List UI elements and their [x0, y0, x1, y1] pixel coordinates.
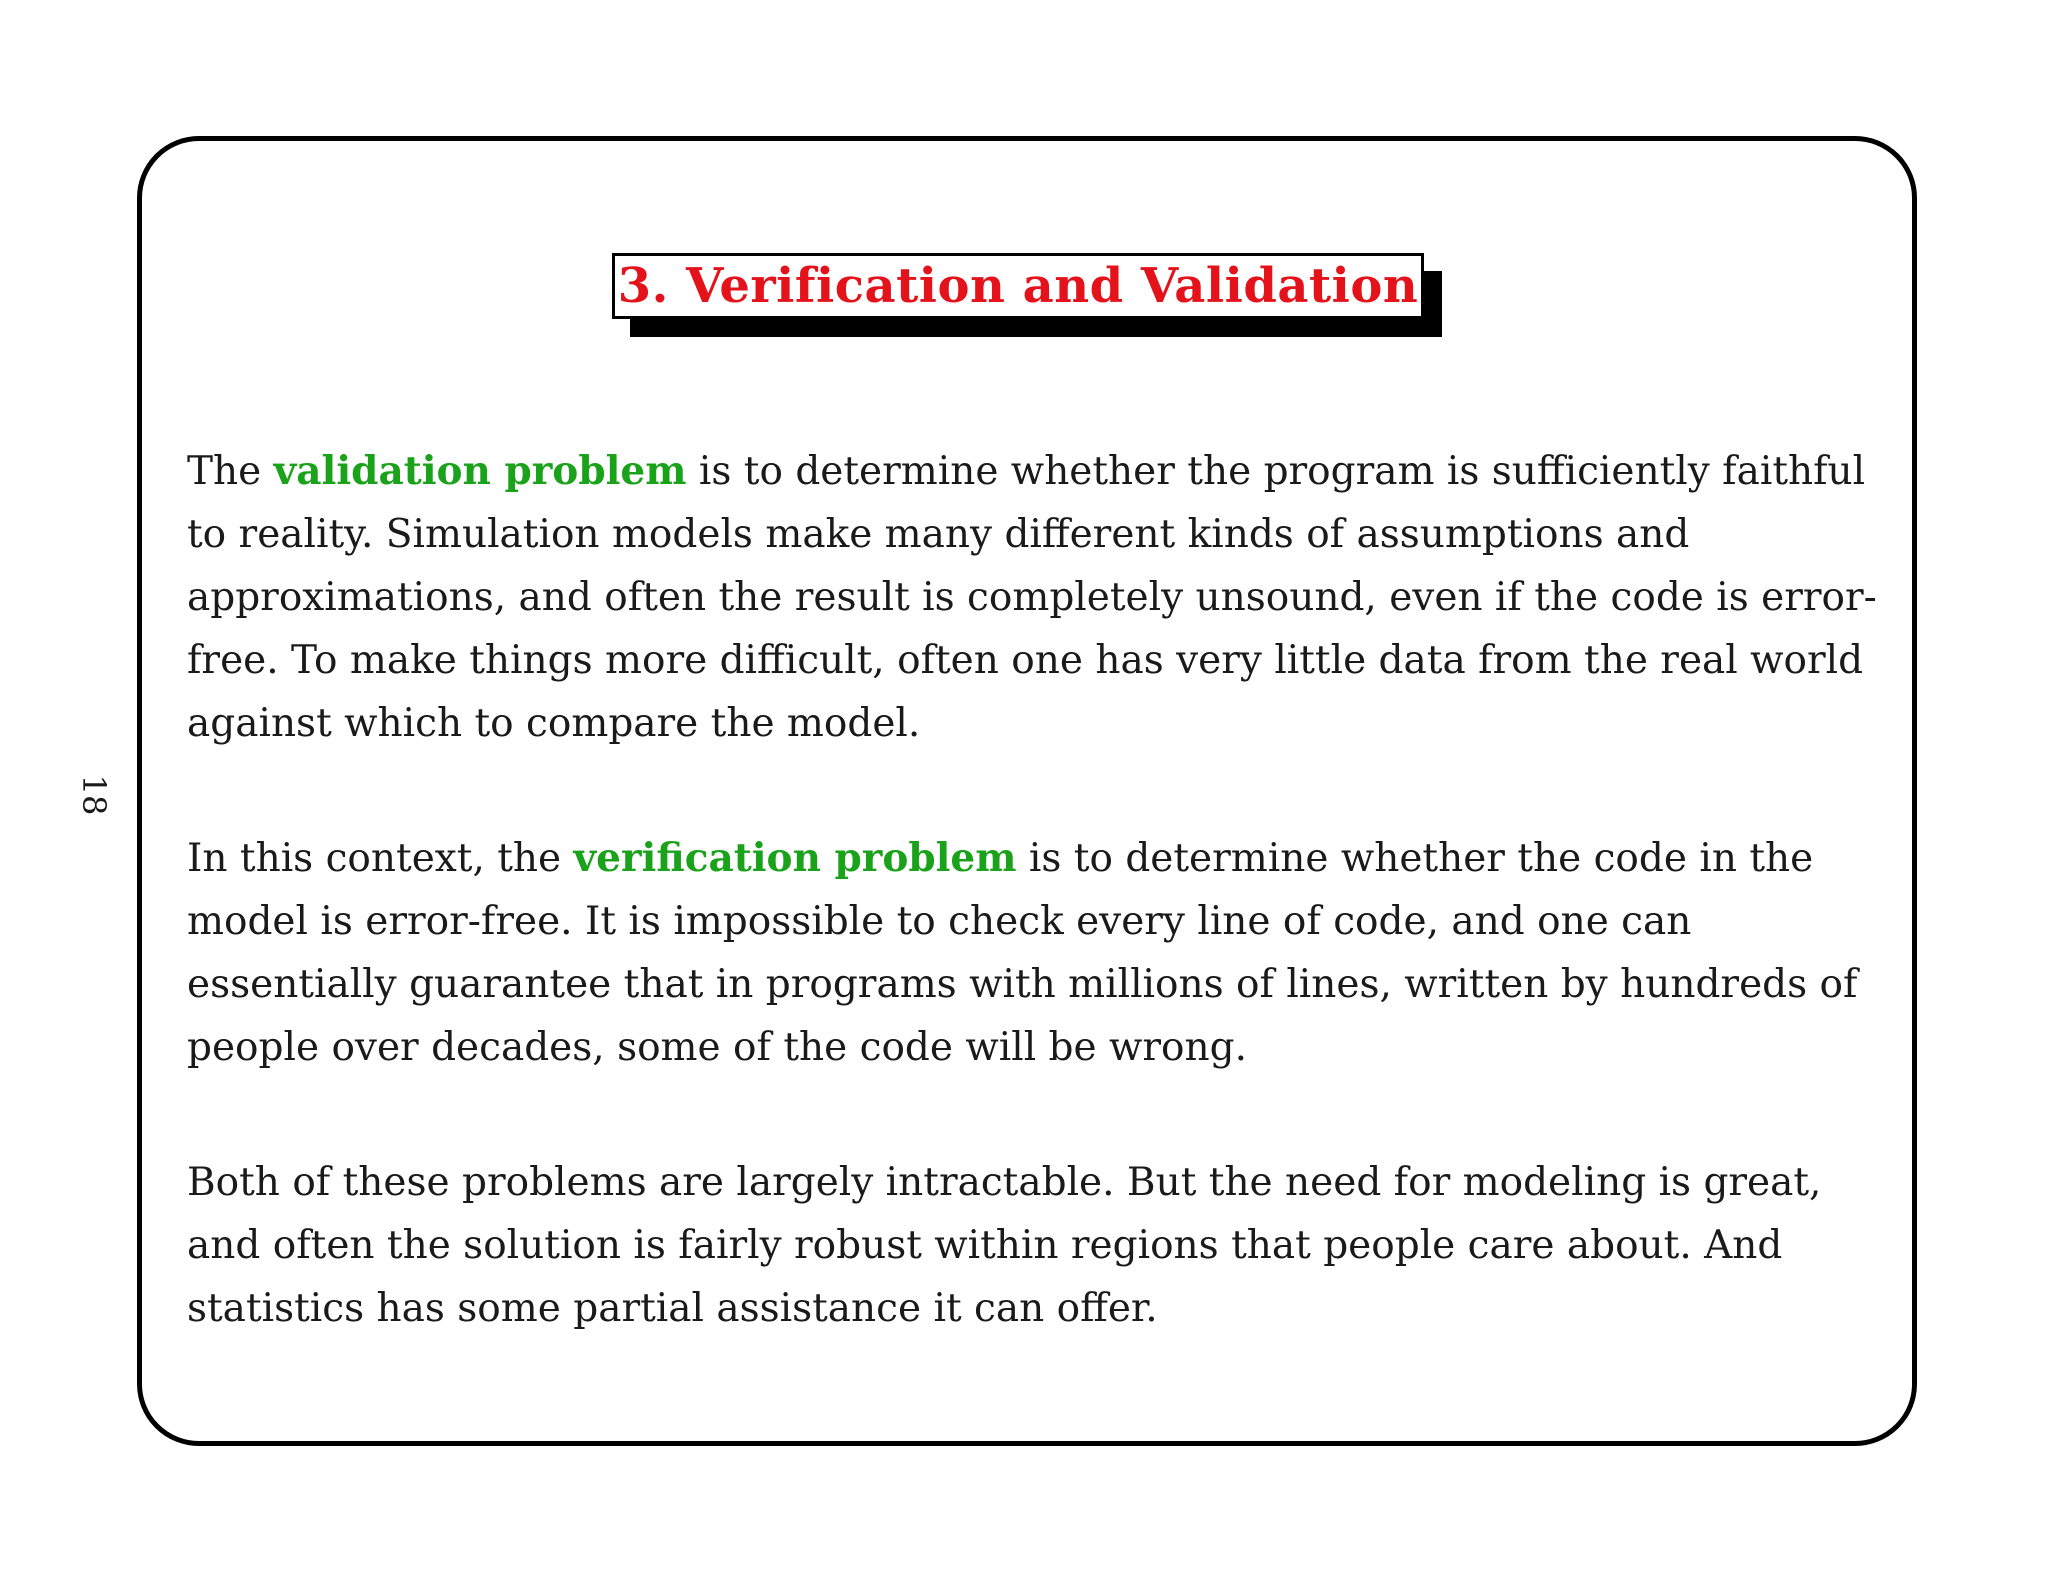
slide-title-container	[612, 253, 1424, 319]
term-verification-problem: verification problem	[573, 835, 1017, 881]
slide-title: 3. Verification and Validation	[612, 253, 1424, 319]
paragraph-verification	[187, 827, 1882, 1079]
term-validation-problem: validation problem	[273, 448, 687, 494]
page-number: 18	[75, 774, 113, 816]
paragraph-conclusion: Both of these problems are largely intractable. But the need for modeling is great, and often the solution is fairly robust within regions that people care about. And statistics has some partial assistance it can offer.	[187, 1160, 1822, 1331]
paragraph-validation	[187, 440, 1882, 755]
paragraph-text: is to determine whether the program is sufficiently faithful to reality. Simulation models make many different kinds of assumptions and approximations, and often the result is completely unsound, even if the code is error-free. To make things more difficult, often one has very little data from the real world against which to compare the model.	[187, 449, 1877, 746]
slide-body	[187, 440, 1882, 1340]
paragraph-text: The	[187, 449, 274, 494]
paragraph-text: is to determine whether the code in the model is error-free. It is impossible to check every line of code, and one can essentially guarantee that in programs with millions of lines, written by hundreds of people over decades, some of the code will be wrong.	[187, 836, 1858, 1070]
paragraph-text: In this context, the	[187, 836, 574, 881]
